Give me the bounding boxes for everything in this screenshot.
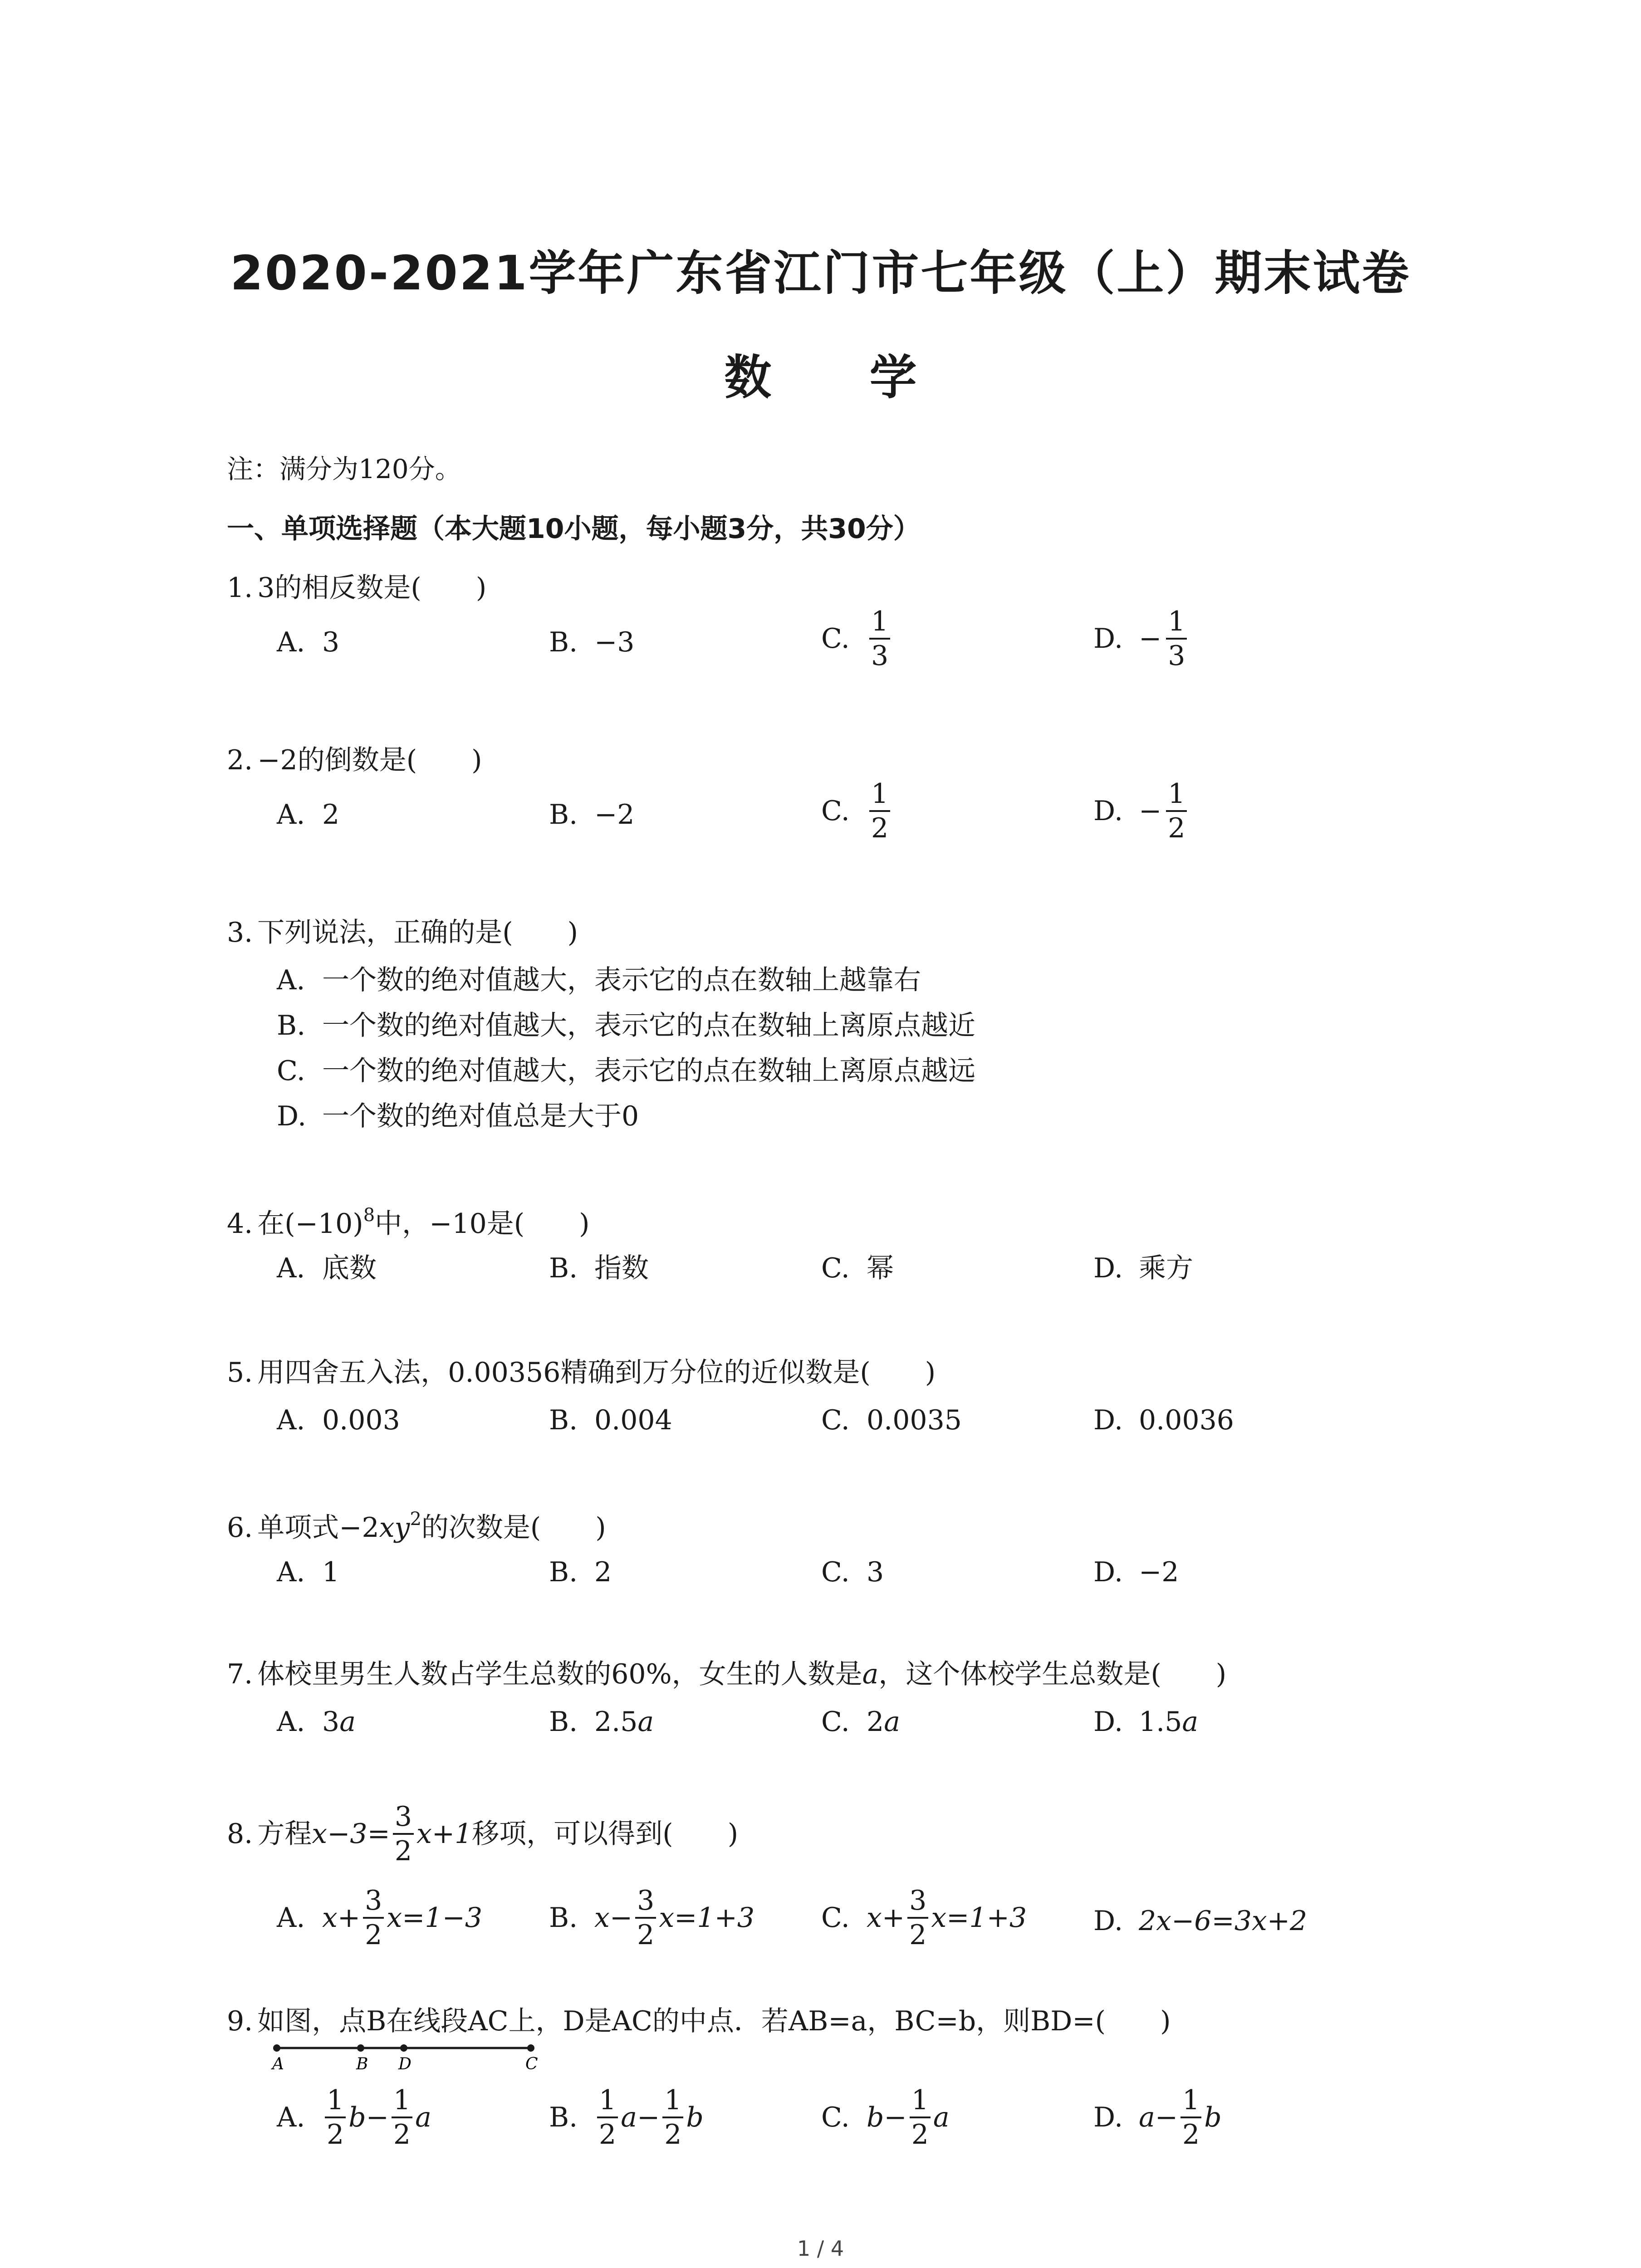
question-stem: 如图，点B在线段AC上，D是AC的中点．若AB=a，BC=b，则BD=( ) [257,2005,1171,2037]
option-b[interactable] [549,1706,654,1738]
question-9 [227,2005,1171,2038]
option-d[interactable] [1093,1556,1179,1589]
option-value: −2 [594,799,635,831]
question-stem: −2的倒数是( ) [257,744,482,776]
option-letter: C. [821,795,850,827]
option-value: 底数 [322,1252,377,1284]
option-letter: D. [1093,2102,1123,2133]
option-b[interactable] [549,1887,754,1949]
option-d[interactable]: D. − $\frac{1}{3}$ [1093,608,1190,670]
option-a[interactable] [277,1706,356,1738]
option-letter: B. [549,1404,578,1436]
question-stem: 方程 [257,1818,312,1850]
option-letter: C. [821,1404,850,1436]
fraction: $\frac{1}{3}$ [869,608,890,670]
variable: a [862,1658,879,1690]
score-note: 注：满分为120分。 [227,454,461,484]
option-c[interactable] [821,608,893,670]
option-b[interactable] [549,1556,612,1589]
expr-part: x=1+3 [931,1902,1027,1934]
variable: xy [379,1512,410,1544]
option-b[interactable] [549,1404,672,1437]
question-number: 8. [227,1818,253,1850]
option-letter: A. [277,1404,305,1436]
option-value: 幂 [867,1252,894,1284]
option-letter: D. [1093,1252,1123,1284]
option-value: 0.0036 [1139,1404,1234,1436]
option-letter: A. [277,1556,305,1588]
question-number: 7. [227,1658,253,1690]
option-d[interactable] [1093,1252,1193,1285]
option-letter: A. [277,799,305,831]
expr-part: x+ [867,1902,905,1934]
option-value: 一个数的绝对值越大，表示它的点在数轴上离原点越远 [322,1055,975,1087]
option-a[interactable] [277,1887,482,1949]
variable: a [339,1706,356,1738]
option-value: 3 [322,1706,340,1738]
question-1 [227,572,486,604]
expr-part: a− [621,2102,660,2133]
expr-part: b [686,2102,704,2133]
option-letter: A. [277,1902,305,1934]
question-number: 3. [227,917,253,948]
fraction: $\frac{3}{2}$ [907,1887,928,1949]
option-value: 3 [867,1556,884,1588]
option-value: 2 [322,799,340,831]
option-value: 0.003 [322,1404,400,1436]
question-5 [227,1356,936,1389]
option-value: 乘方 [1139,1252,1193,1284]
option-letter: D. [1093,795,1123,827]
section-heading: 一、单项选择题（本大题10小题，每小题3分，共30分） [227,513,921,545]
option-letter: A. [277,2102,305,2133]
fraction: $\frac{1}{2}$ [910,2087,931,2148]
option-letter: D. [277,1100,307,1132]
option-value: 1.5 [1139,1706,1182,1738]
fraction: $\frac{1}{2}$ [597,2087,618,2148]
option-value: 2.5 [594,1706,638,1738]
option-letter: B. [549,1252,578,1284]
question-number: 4. [227,1208,253,1240]
option-c[interactable] [821,1556,884,1589]
option-letter: B. [549,799,578,831]
option-value: −2 [1139,1556,1179,1588]
option-letter: B. [549,1902,578,1934]
expr-part: a− [1139,2102,1178,2133]
expr-part: b− [867,2102,907,2133]
expr-part: b− [348,2102,389,2133]
question-stem: 中，−10是( ) [375,1208,590,1240]
question-8 [227,1803,738,1865]
fraction: $\frac{1}{3}$ [1166,608,1187,670]
expr-part: b [1204,2102,1222,2133]
option-letter: A. [277,1252,305,1284]
variable: a [884,1706,900,1738]
option-letter: C. [821,1902,850,1934]
option-value: 2x−6=3x+2 [1139,1905,1308,1937]
question-number: 1. [227,572,253,604]
option-b[interactable] [549,2084,704,2151]
question-4 [227,1204,590,1240]
fraction: $\frac{1}{2}$ [1181,2087,1201,2148]
variable: a [1182,1706,1199,1738]
fraction: $\frac{1}{2}$ [869,780,890,842]
option-b[interactable] [549,1252,649,1285]
equation: x−3= [312,1818,390,1850]
expr-part: a [933,2102,950,2133]
option-d[interactable]: D. − $\frac{1}{2}$ [1093,780,1190,842]
option-d[interactable] [1093,1706,1198,1738]
expr-part: x− [594,1902,633,1934]
fraction: $\frac{1}{2}$ [1166,780,1187,842]
fraction: $\frac{1}{2}$ [325,2087,346,2148]
option-c[interactable] [821,1404,962,1437]
option-letter: A. [277,964,305,996]
expr-part: x+ [322,1902,361,1934]
point-d [400,2044,407,2052]
question-number: 2. [227,744,253,776]
option-letter: C. [821,623,850,655]
question-2 [227,744,482,777]
segment-diagram [268,2037,549,2073]
option-value: 2 [594,1556,612,1588]
point-b [357,2044,364,2052]
option-letter: B. [549,1706,578,1738]
variable: a [637,1706,654,1738]
exponent: 2 [410,1509,421,1530]
label-b: B [356,2055,368,2073]
point-a [273,2044,280,2052]
option-c[interactable] [277,1055,975,1087]
option-b[interactable] [277,1009,975,1042]
label-c: C [525,2055,538,2073]
option-d[interactable] [1093,1404,1234,1437]
option-value: −3 [594,626,635,658]
option-a[interactable] [277,1252,377,1285]
fraction: $\frac{3}{2}$ [635,1887,656,1949]
option-letter: B. [549,626,578,658]
question-stem: 的次数是( ) [421,1512,606,1544]
label-a: A [272,2055,284,2073]
point-c [527,2044,534,2052]
option-letter: C. [821,1252,850,1284]
option-letter: C. [277,1055,305,1087]
option-letter: D. [1093,1905,1123,1937]
page-number: 1 / 4 [797,2236,844,2261]
option-letter: B. [549,2102,578,2133]
option-c[interactable] [821,1887,1027,1949]
option-value: 3 [322,626,340,658]
fraction: $\frac{1}{2}$ [662,2087,683,2148]
option-value: 2 [867,1706,884,1738]
question-stem: 3的相反数是( ) [257,572,487,604]
option-value: 指数 [594,1252,649,1284]
expr-part: x=1−3 [387,1902,483,1934]
question-6 [227,1508,606,1544]
option-a[interactable] [277,1556,339,1589]
option-value: 0.0035 [867,1404,962,1436]
question-stem: 用四舍五入法，0.00356精确到万分位的近似数是( ) [257,1357,936,1388]
option-c[interactable] [821,2084,950,2151]
equation: x+1 [416,1818,472,1850]
option-d[interactable] [277,1100,639,1133]
question-number: 6. [227,1512,253,1544]
option-d[interactable] [1093,2084,1222,2151]
option-letter: B. [549,1556,578,1588]
option-letter: C. [821,1706,850,1738]
fraction: $\frac{3}{2}$ [363,1887,384,1949]
question-stem: 单项式−2 [257,1512,379,1544]
option-letter: A. [277,1706,305,1738]
question-stem: 下列说法，正确的是( ) [257,917,578,948]
fraction: $\frac{1}{2}$ [392,2087,412,2148]
option-value: 一个数的绝对值总是大于0 [322,1100,639,1132]
option-c[interactable] [821,780,893,842]
option-letter: D. [1093,1706,1123,1738]
option-b[interactable] [549,798,634,831]
question-3 [227,916,578,949]
option-letter: C. [821,2102,850,2133]
question-stem: ，这个体校学生总数是( ) [878,1658,1227,1690]
exponent: 8 [363,1205,375,1226]
option-letter: B. [277,1010,306,1041]
question-number: 9. [227,2005,253,2037]
option-c[interactable] [821,1706,900,1738]
question-stem: 体校里男生人数占学生总数的60%，女生的人数是 [257,1658,862,1690]
option-value: 0.004 [594,1404,672,1436]
option-a[interactable] [277,626,339,659]
expr-part: x=1+3 [659,1902,755,1934]
exam-subject: 数 学 [724,350,958,405]
option-value: 1 [322,1556,340,1588]
question-stem: 移项，可以得到( ) [472,1818,739,1850]
option-a[interactable] [277,964,921,997]
option-b[interactable] [549,626,634,659]
option-letter: C. [821,1556,850,1588]
exam-title: 2020-2021学年广东省江门市七年级（上）期末试卷 [230,245,1411,301]
expr-part: a [415,2102,431,2133]
option-letter: D. [1093,623,1123,655]
label-d: D [398,2055,411,2073]
question-stem: 在(−10) [257,1208,363,1240]
option-c[interactable] [821,1252,894,1285]
question-number: 5. [227,1357,253,1388]
fraction: $\frac{3}{2}$ [393,1803,414,1865]
option-letter: A. [277,626,305,658]
option-value: 一个数的绝对值越大，表示它的点在数轴上越靠右 [322,964,921,996]
option-a[interactable] [277,1404,400,1437]
option-a[interactable] [277,2084,431,2151]
option-d[interactable] [1093,1887,1307,1955]
option-a[interactable] [277,798,339,831]
option-value: 一个数的绝对值越大，表示它的点在数轴上离原点越近 [322,1010,975,1041]
question-7 [227,1658,1226,1691]
option-letter: D. [1093,1404,1123,1436]
option-letter: D. [1093,1556,1123,1588]
